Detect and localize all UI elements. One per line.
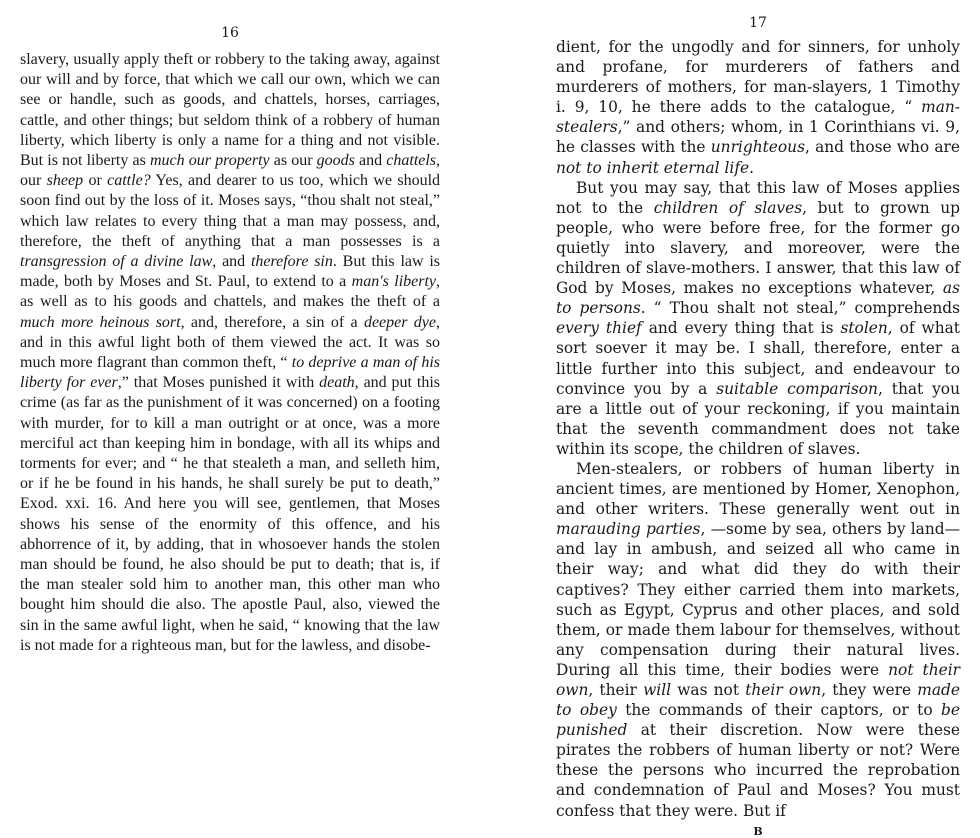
text-run: , and those who are bbox=[805, 138, 960, 157]
italic-text: goods bbox=[316, 152, 355, 170]
text-run: , our bbox=[20, 152, 441, 190]
text-run: . But this law is made, both by Moses and St. Paul, to extend to a bbox=[20, 253, 440, 291]
text-run: or bbox=[83, 172, 108, 190]
italic-text: be punished bbox=[556, 701, 960, 740]
text-run: , and put this crime (as far as the punishment of it was concerned) on a footing with murder, for to kill a man outright or at once, was a more merciful act than keeping him in bondage, with all its whips and torments for ever; and “ he that stealeth a man, and selleth him, or if he be found in his hands, he shall surely be put to death,” Exod. xxi. 16. And here you will see, gentlemen, that Moses shows his sense of the enormity of this offence, and his abhorrence of it, by adding, that in whosoever hands the stolen man should be found, he also should be put to death; that is, if the man stealer sold him to another man, this other man who bought him should die also. The apostle Paul, also, viewed the sin in the same awful light, when he said, “ knowing that the law is not made for a righteous man, but for the lawless, and disobe- bbox=[20, 374, 441, 654]
text-run: the commands of their captors, or to bbox=[616, 701, 942, 720]
italic-text: sheep bbox=[46, 172, 84, 190]
paragraph bbox=[556, 178, 960, 459]
italic-text: not their own bbox=[556, 660, 960, 699]
italic-text: not to inherit eternal life bbox=[556, 158, 750, 177]
italic-text: much more heinous sort bbox=[20, 313, 181, 331]
italic-text: made to obey bbox=[556, 681, 960, 720]
text-run: dient, for the ungodly and for sinners, for unholy and profane, for murderers of fathers and murderers of mothers, for man-slayers, 1 Timothy i. 9, 10, he there adds to the catalogue, “ bbox=[556, 38, 960, 117]
page-number: 17 bbox=[749, 15, 767, 31]
text-run: as our bbox=[269, 152, 317, 170]
italic-text: deeper dye bbox=[363, 313, 436, 331]
italic-text: therefore sin bbox=[250, 253, 333, 271]
italic-text: children of slaves bbox=[653, 198, 803, 217]
page-text bbox=[20, 50, 440, 656]
text-run: and bbox=[354, 152, 387, 170]
text-run: , they were bbox=[821, 681, 918, 699]
text-run: ,” and others; whom, in 1 Corinthians vi. 9, he classes with the bbox=[556, 118, 960, 157]
text-run: at their discretion. Now were these pirates the robbers of human liberty or not? Were these the persons who incurred the reprobation and condemnation of Paul and Moses? You must confess that they were. But if bbox=[556, 721, 960, 820]
italic-text: will bbox=[643, 681, 672, 699]
text-run: , and in this awful light both of them viewed the act. It was so much more flagrant than common theft, “ bbox=[20, 313, 440, 372]
text-run: was not bbox=[671, 681, 746, 699]
italic-text: unrighteous bbox=[710, 138, 805, 157]
paragraph bbox=[556, 459, 960, 821]
text-run: . “ Thou shalt not steal,” comprehends bbox=[640, 299, 960, 318]
text-run: Yes, and dearer to us too, which we should soon find out by the loss of it. Moses says, “thou shalt not steal,” which law relates to every thing that a man may possess, and, therefore, the theft of anything that a man possesses is a bbox=[20, 172, 441, 250]
text-run: Men-stealers, or robbers of human liberty in ancient times, are mentioned by Homer, Xenophon, and other writers. These generally went out in bbox=[556, 459, 960, 519]
page-text bbox=[556, 37, 960, 821]
italic-text: marauding parties bbox=[556, 520, 701, 539]
text-run: , of what sort soever it may be. I shall, therefore, enter a little further into this subject, and endeavour to convince you by a bbox=[556, 319, 960, 398]
italic-text: their own bbox=[745, 681, 822, 699]
paragraph bbox=[556, 37, 960, 178]
text-run: , that you are a little out of your reckoning, if you maintain that the seventh commandment does not take within its scope, the children of slaves. bbox=[556, 379, 960, 458]
italic-text: suitable comparison bbox=[716, 379, 878, 398]
right-page bbox=[556, 0, 960, 838]
paragraph bbox=[20, 50, 440, 656]
italic-text: every thief bbox=[556, 319, 642, 338]
text-run: , as well as to his goods and chattels, and makes the theft of a bbox=[20, 273, 441, 311]
page-number: 16 bbox=[221, 25, 239, 41]
italic-text: cattle? bbox=[107, 172, 151, 190]
text-run: ,” that Moses punished it with bbox=[117, 374, 320, 392]
italic-text: as to persons bbox=[556, 279, 960, 318]
italic-text: to deprive a man of his liberty for ever bbox=[20, 354, 440, 392]
italic-text: death bbox=[319, 374, 355, 392]
italic-text: man's liberty bbox=[351, 273, 437, 291]
italic-text: chattels bbox=[386, 152, 437, 170]
text-run: , and bbox=[212, 253, 251, 271]
text-run: , but to grown up people, who were before free, for the former go quietly into slavery, and moreover, were the children of slave-mothers. I answer, that this law of God by Moses, makes no exceptions whatever, bbox=[556, 198, 960, 298]
left-page bbox=[20, 0, 441, 654]
italic-text: man-stealers bbox=[556, 98, 960, 137]
italic-text: transgression of a divine law bbox=[20, 253, 213, 271]
text-run: and every thing that is bbox=[641, 319, 841, 338]
text-run: , their bbox=[588, 681, 644, 699]
text-run: , —some by sea, others by land—and lay in ambush, and seized all who came in their way; and what did they do with their captives? They either carried them into markets, such as Egypt, Cyprus and other places, and sold them, or made them labour for themselves, without any compensation during their natural lives. During all this time, their bodies were bbox=[556, 520, 960, 679]
text-run: , and, therefore, a sin of a bbox=[180, 313, 364, 331]
signature-mark: B bbox=[753, 824, 763, 838]
italic-text: stolen bbox=[840, 319, 888, 338]
text-run: But you may say, that this law of Moses applies not to the bbox=[556, 178, 960, 217]
text-run: slavery, usually apply theft or robbery to the taking away, against our will and by force, that which we call our own, which we can see or handle, such as goods, and chattels, horses, carriages, cattle, and other things; but seldom think of a robbery of human liberty, which liberty is only a name for a thing and not visible. But is not liberty as bbox=[20, 51, 440, 170]
text-run: . bbox=[749, 158, 755, 177]
italic-text: much our property bbox=[149, 152, 270, 170]
